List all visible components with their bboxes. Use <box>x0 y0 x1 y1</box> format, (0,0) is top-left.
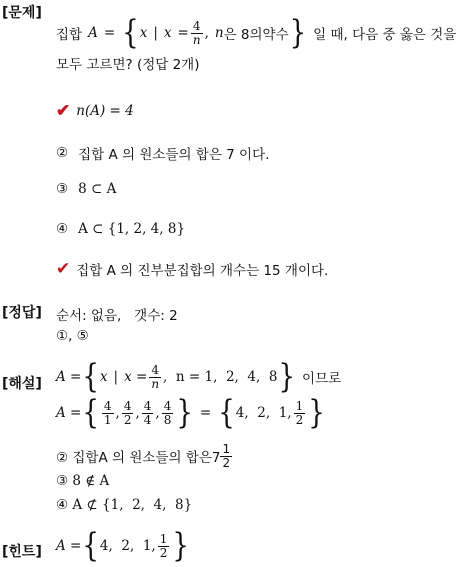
explanation-section-label: [해설] <box>2 376 42 392</box>
expl-frac-4 <box>162 400 174 426</box>
stmt-x2: x <box>163 25 172 42</box>
expl-l3-fraction <box>220 443 232 469</box>
explanation-line3 <box>56 443 234 469</box>
problem-section-label: [문제] <box>2 5 42 21</box>
stmt-suffix: 일 때, 다음 중 옳은 것을 <box>313 27 457 44</box>
stmt-x: x <box>139 25 148 42</box>
option-3-marker: ③ <box>56 181 69 197</box>
expl-l3-text: ② 집합A 의 원소들의 합은7 <box>56 450 221 467</box>
frac-den: 1 <box>103 412 112 427</box>
frac-num: 1 <box>295 399 304 413</box>
left-brace: { <box>122 14 139 52</box>
right-brace: } <box>308 394 325 432</box>
option-1-text: n(A) = 4 <box>76 103 134 119</box>
option-3-text: 8 ⊂ A <box>78 181 117 197</box>
frac-num: 4 <box>143 399 152 413</box>
frac-num: 4 <box>192 19 201 33</box>
expl-vals: 4, 2, 1, <box>235 405 292 422</box>
option-2-text: 집합 A 의 원소들의 합은 7 이다. <box>78 147 270 163</box>
expl-bar: | <box>113 369 119 386</box>
stmt-eq: = <box>103 25 116 42</box>
answer-line2: ①, ⑤ <box>56 328 89 344</box>
explanation-line1 <box>56 358 342 396</box>
option-2-marker: ② <box>56 145 69 161</box>
stmt-cond: 은 8의약수 <box>223 27 289 44</box>
option-4-text: A ⊂ {1, 2, 4, 8} <box>78 221 186 237</box>
stmt-comma: , <box>204 25 209 42</box>
expl-fraction <box>149 364 161 390</box>
expl-frac-2 <box>122 400 134 426</box>
option-5 <box>56 259 328 279</box>
answer-section-label: [정답] <box>2 305 42 321</box>
frac-num: 4 <box>163 399 172 413</box>
answer-line1: 순서: 없음, 갯수: 2 <box>56 308 178 324</box>
stmt-prefix: 집합 <box>56 27 83 44</box>
frac-den: 2 <box>123 412 132 427</box>
left-brace: { <box>218 394 235 432</box>
stmt-eq2: = <box>177 25 189 42</box>
option-4 <box>56 221 185 237</box>
left-brace: { <box>82 527 99 565</box>
hint-line <box>56 527 190 565</box>
frac-den: n <box>151 376 160 391</box>
expl-x: x <box>99 369 108 386</box>
stmt-n: n <box>214 25 224 42</box>
frac-num: 1 <box>222 442 231 456</box>
expl-frac-last <box>294 400 306 426</box>
frac-den: 2 <box>295 412 304 427</box>
frac-num: 4 <box>151 363 159 377</box>
problem-statement-line2: 모두 고르면? (정답 2개) <box>56 57 200 73</box>
expl-a: A = <box>56 369 82 386</box>
left-brace: { <box>82 358 99 396</box>
explanation-line4: ③ 8 ∉ A <box>56 473 110 489</box>
right-brace: } <box>289 14 307 52</box>
expl-x2: x = <box>124 369 148 386</box>
hint-section-label: [힌트] <box>2 544 42 560</box>
frac-num: 1 <box>159 532 168 546</box>
frac-den: 2 <box>222 455 231 470</box>
frac-den: 2 <box>159 545 168 560</box>
expl-eq: = <box>199 405 212 422</box>
option-2 <box>56 143 269 163</box>
option-3 <box>56 181 116 197</box>
option-4-marker: ④ <box>56 221 69 237</box>
frac-num: 4 <box>103 399 112 413</box>
problem-statement-line1 <box>56 14 457 52</box>
expl-a: A = <box>56 405 82 422</box>
frac-den: 8 <box>163 412 172 427</box>
hint-vals: 4, 2, 1, <box>99 538 156 555</box>
option-1 <box>56 101 134 121</box>
hint-a: A = <box>56 538 82 555</box>
stmt-set: A <box>88 25 98 42</box>
expl-suffix: 이므로 <box>302 371 342 388</box>
right-brace: } <box>176 394 193 432</box>
check-mark-icon: ✔ <box>56 259 71 279</box>
frac-den: 4 <box>143 412 152 427</box>
frac-num: 4 <box>123 399 132 413</box>
right-brace: } <box>172 527 189 565</box>
expl-rest: , n = 1, 2, 4, 8 <box>163 369 278 386</box>
expl-frac-3 <box>142 400 154 426</box>
explanation-line5: ④ A ⊄ {1, 2, 4, 8} <box>56 497 193 513</box>
expl-frac-1 <box>102 400 114 426</box>
explanation-line2: A = { $\frac{4}{1}$ , $\frac{4}{2}$ , $\frac{4}{4}$ , $\frac{4}{8}$ } = { 4, 2, 1, $\frac{1}{2}$ } <box>56 394 325 432</box>
stmt-bar: | <box>153 25 158 42</box>
left-brace: { <box>82 394 99 432</box>
hint-fraction <box>158 533 170 559</box>
check-mark-icon: ✔ <box>56 101 71 121</box>
right-brace: } <box>278 358 296 396</box>
option-5-text: 집합 A 의 진부분집합의 개수는 15 개이다. <box>76 263 329 279</box>
frac-den: n <box>192 32 201 47</box>
stmt-fraction <box>191 20 203 46</box>
